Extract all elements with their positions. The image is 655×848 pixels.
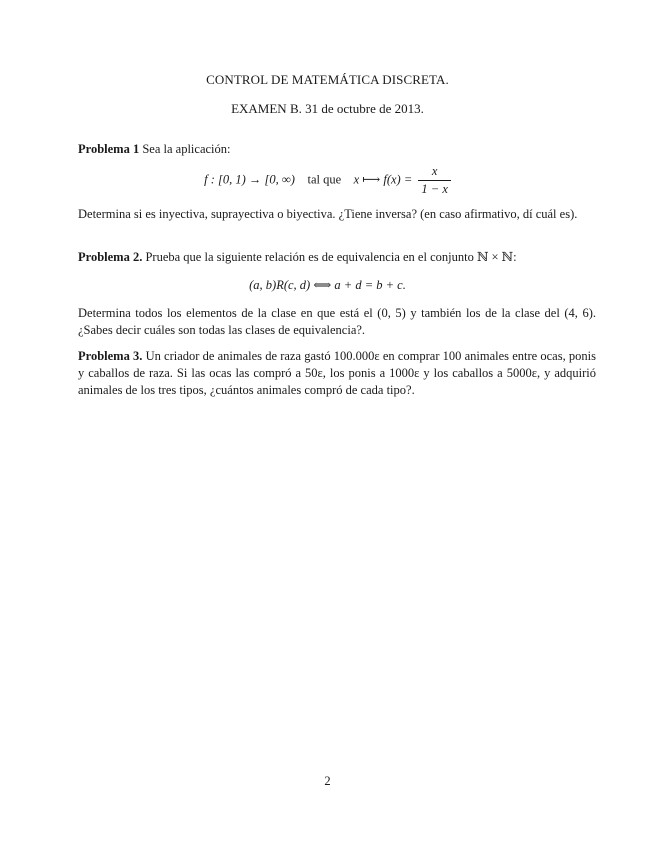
- problem-1-intro-text: Sea la aplicación:: [142, 142, 231, 156]
- problem-2-formula: (a, b)R(c, d) ⟺ a + d = b + c.: [249, 278, 406, 292]
- problem-1-formula: [0, 164, 655, 197]
- fraction-denominator: 1 − x: [421, 182, 448, 196]
- problem-3-label: Problema 3.: [78, 349, 143, 363]
- formula-domain: f : [0, 1) → [0, ∞): [204, 172, 295, 187]
- problem-3: [78, 348, 596, 399]
- exam-subtitle: EXAMEN B. 31 de octubre de 2013.: [231, 101, 424, 116]
- formula-tal-que: tal que: [307, 172, 342, 187]
- problem-3-text: Un criador de animales de raza gastó 100.000ε en comprar 100 animales entre ocas, ponis y caballos de raza. Si las ocas las compró a 50ε, los ponis a 1000ε y los caballos a 5000ε, y adquirió animales de los tres tipos, ¿cuántos animales compró de cada tipo?.: [78, 349, 596, 397]
- problem-1-label: Problema 1: [78, 142, 140, 156]
- formula-fraction: [418, 164, 450, 197]
- problem-2-label: Problema 2.: [78, 250, 143, 264]
- formula-map: x ⟼ f(x) =: [353, 172, 413, 187]
- page-number: 2: [324, 774, 331, 788]
- problem-2-intro: [78, 249, 596, 266]
- problem-2-intro-text: Prueba que la siguiente relación es de equivalencia en el conjunto ℕ × ℕ:: [145, 250, 517, 264]
- exam-title: CONTROL DE MATEMÁTICA DISCRETA.: [206, 72, 449, 87]
- problem-1-intro: [78, 141, 596, 158]
- problem-1-question: Determina si es inyectiva, suprayectiva o biyectiva. ¿Tiene inversa? (en caso afirmativo, dí cuál es).: [78, 207, 578, 221]
- problem-2-question: Determina todos los elementos de la clase en que está el (0, 5) y también los de la clase del (4, 6). ¿Sabes decir cuáles son todas las clases de equivalencia?.: [78, 306, 596, 337]
- fraction-numerator: x: [418, 164, 450, 181]
